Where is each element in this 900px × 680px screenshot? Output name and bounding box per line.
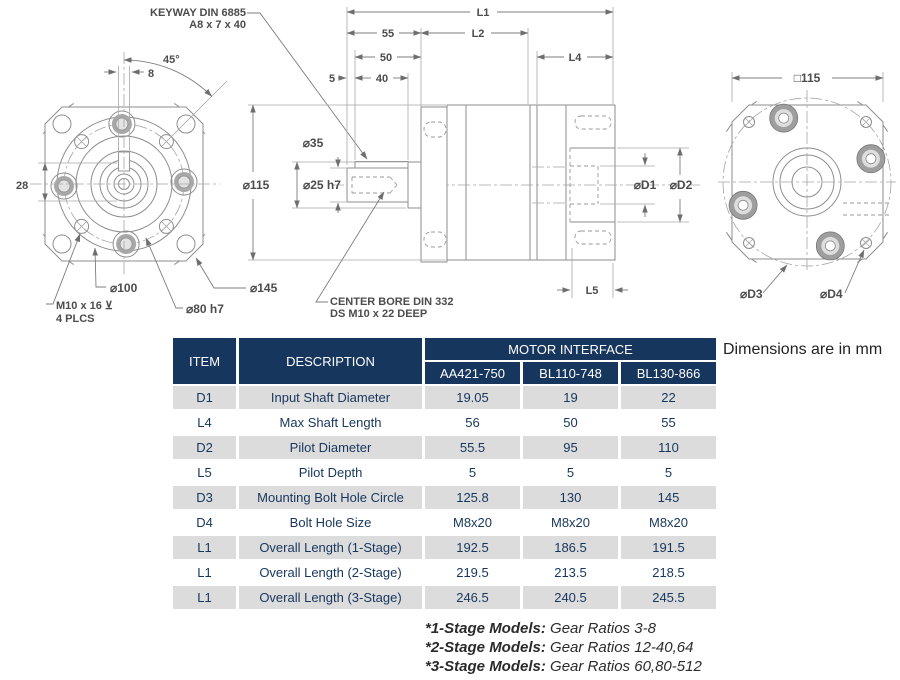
cell-value: 219.5 — [425, 561, 520, 584]
side-view — [243, 7, 700, 320]
dim-L5-label: L5 — [585, 285, 599, 297]
motor-interface-table — [170, 336, 719, 611]
cell-description: Overall Length (1-Stage) — [239, 536, 422, 559]
keyway-label-line1: KEYWAY DIN 6885 — [150, 7, 246, 19]
dia-D1-label: ⌀D1 — [633, 178, 657, 192]
table-row — [173, 411, 716, 434]
dim-55-label: 55 — [381, 28, 395, 40]
cell-value: 110 — [621, 436, 716, 459]
dim-L1-label: L1 — [476, 7, 490, 19]
cell-value: 95 — [523, 436, 618, 459]
column-header-model-1: AA421-750 — [425, 362, 520, 384]
dia-D3-label: ⌀D3 — [740, 287, 763, 301]
cell-description: Mounting Bolt Hole Circle — [239, 486, 422, 509]
column-header-model-2: BL110-748 — [523, 362, 618, 384]
cell-value: 240.5 — [523, 586, 618, 609]
table-row — [173, 536, 716, 559]
keyway-label-line2: A8 x 7 x 40 — [189, 19, 246, 31]
dia-D2-label: ⌀D2 — [669, 178, 693, 192]
cell-value: M8x20 — [621, 511, 716, 534]
cell-value: 192.5 — [425, 536, 520, 559]
cell-description: Pilot Diameter — [239, 436, 422, 459]
tap-places-label: 4 PLCS — [56, 313, 95, 325]
table-row — [173, 386, 716, 409]
cell-value: 50 — [523, 411, 618, 434]
dim-5-label: 5 — [328, 73, 336, 85]
cell-value: 145 — [621, 486, 716, 509]
output-flange — [421, 107, 447, 262]
units-note: Dimensions are in mm — [723, 341, 883, 358]
cell-value: 245.5 — [621, 586, 716, 609]
dia-25-label: ⌀25 h7 — [303, 178, 341, 192]
cell-description: Pilot Depth — [239, 461, 422, 484]
cell-description: Bolt Hole Size — [239, 511, 422, 534]
footnote-2-stage — [425, 638, 702, 657]
cell-value: 19 — [523, 386, 618, 409]
column-header-model-3: BL130-866 — [621, 362, 716, 384]
rear-view — [718, 71, 896, 301]
column-header-description: DESCRIPTION — [239, 338, 422, 384]
dia-115-label: ⌀115 — [242, 178, 270, 192]
dim-40-label: 40 — [375, 73, 389, 85]
footnote-text: Gear Ratios 60,80-512 — [545, 658, 702, 675]
cell-description: Overall Length (2-Stage) — [239, 561, 422, 584]
cell-value: 5 — [425, 461, 520, 484]
column-group-motor-interface: MOTOR INTERFACE — [425, 338, 716, 360]
cell-value: 130 — [523, 486, 618, 509]
table-row — [173, 511, 716, 534]
cell-item: D2 — [173, 436, 236, 459]
footnote-text: Gear Ratios 12-40,64 — [545, 639, 694, 656]
cell-value: 186.5 — [523, 536, 618, 559]
bolt-circle-label: ⌀100 — [110, 281, 138, 295]
cell-value: M8x20 — [425, 511, 520, 534]
cell-item: D3 — [173, 486, 236, 509]
footnote-1-stage — [425, 619, 702, 638]
shaft-keyway — [355, 162, 408, 169]
cell-value: 5 — [621, 461, 716, 484]
center-bore-label-line2: DS M10 x 22 DEEP — [330, 308, 428, 320]
footnotes — [425, 619, 702, 676]
footnote-label: *2-Stage Models: — [425, 639, 546, 656]
footnote-3-stage — [425, 657, 702, 676]
angle-45-label: 45° — [163, 54, 180, 66]
table-row — [173, 436, 716, 459]
table-row — [173, 586, 716, 609]
gearbox-body — [447, 105, 530, 260]
cell-item: L5 — [173, 461, 236, 484]
cell-description: Input Shaft Diameter — [239, 386, 422, 409]
dim-L4-label: L4 — [568, 52, 582, 64]
dim-28-label: 28 — [16, 180, 29, 192]
cell-item: L1 — [173, 561, 236, 584]
cell-item: D1 — [173, 386, 236, 409]
cell-item: L1 — [173, 586, 236, 609]
keyway-width-label: 8 — [148, 68, 155, 80]
table-row — [173, 461, 716, 484]
cell-value: 246.5 — [425, 586, 520, 609]
dia-D4-label: ⌀D4 — [820, 287, 843, 301]
cell-value: 213.5 — [523, 561, 618, 584]
dim-L2-label: L2 — [471, 28, 485, 40]
cell-value: 56 — [425, 411, 520, 434]
footnote-text: Gear Ratios 3-8 — [545, 620, 656, 637]
technical-drawing — [0, 0, 900, 332]
table-row — [173, 486, 716, 509]
output-shaft — [347, 168, 408, 202]
cell-value: 191.5 — [621, 536, 716, 559]
tap-spec-label: M10 x 16 ⊻ — [56, 300, 113, 312]
footnote-label: *1-Stage Models: — [425, 620, 546, 637]
column-header-item: ITEM — [173, 338, 236, 384]
dim-50-label: 50 — [379, 52, 393, 64]
cell-value: 55 — [621, 411, 716, 434]
cell-description: Overall Length (3-Stage) — [239, 586, 422, 609]
cell-item: L1 — [173, 536, 236, 559]
cell-value: 55.5 — [425, 436, 520, 459]
center-bore-label-line1: CENTER BORE DIN 332 — [330, 296, 454, 308]
footnote-label: *3-Stage Models: — [425, 658, 546, 675]
body-dia-label: ⌀145 — [250, 281, 278, 295]
shaft-collar — [408, 162, 421, 208]
cell-value: M8x20 — [523, 511, 618, 534]
cell-value: 19.05 — [425, 386, 520, 409]
cell-item: D4 — [173, 511, 236, 534]
cell-item: L4 — [173, 411, 236, 434]
pilot-dia-label: ⌀80 h7 — [186, 302, 224, 316]
dia-35-label: ⌀35 — [302, 136, 324, 150]
square-115-label: □115 — [793, 71, 821, 85]
cell-value: 5 — [523, 461, 618, 484]
front-view — [16, 7, 367, 325]
cell-value: 125.8 — [425, 486, 520, 509]
table-row — [173, 561, 716, 584]
motor-adapter — [566, 105, 615, 260]
cell-value: 218.5 — [621, 561, 716, 584]
cell-description: Max Shaft Length — [239, 411, 422, 434]
cell-value: 22 — [621, 386, 716, 409]
